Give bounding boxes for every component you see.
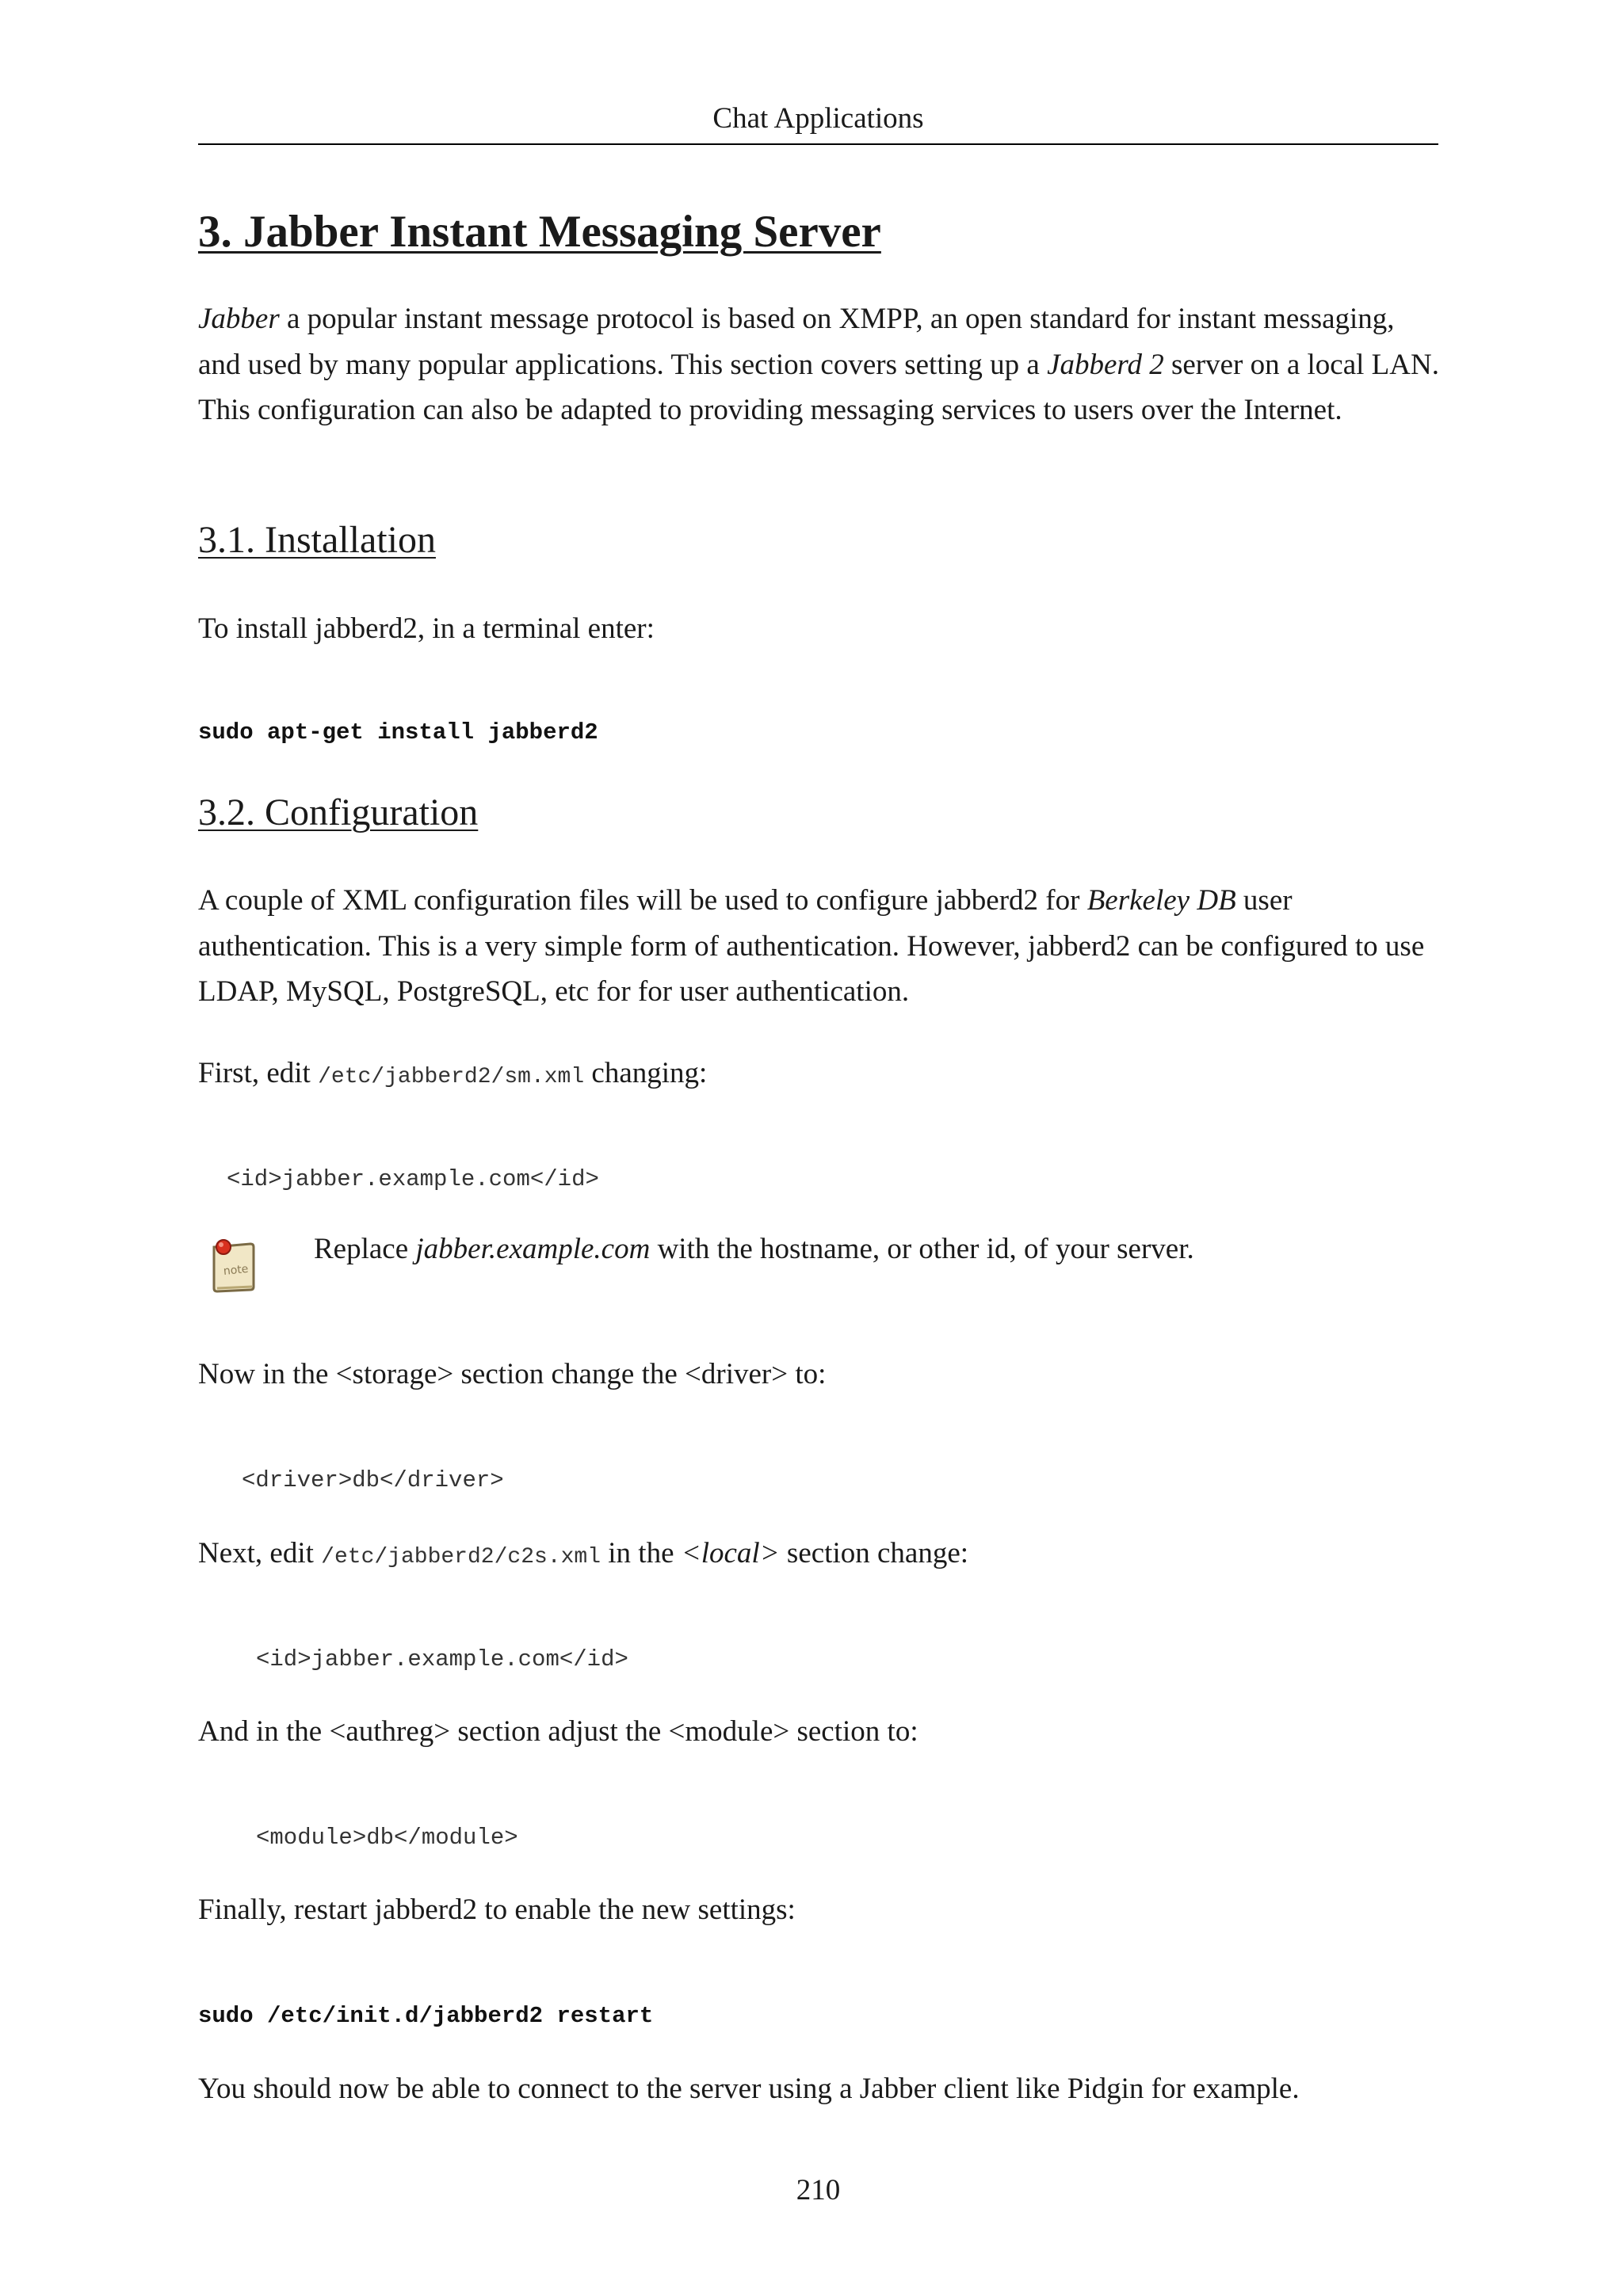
configuration-heading: 3.2. Configuration	[198, 791, 479, 833]
config-text-b: user authentication. This is a very simple form of authentication. However, jabberd2 can be configured to use LDAP, MySQL, PostgreSQL, etc for for user authentication.	[198, 884, 1425, 1008]
next-edit-instruction	[198, 1531, 1442, 1581]
restart-instruction: Finally, restart jabberd2 to enable the new settings:	[198, 1894, 796, 1926]
next-edit-prefix: Next, edit	[198, 1537, 322, 1569]
restart-instruction-block	[198, 1887, 1442, 1933]
c2s-xml-filename: /etc/jabberd2/c2s.xml	[321, 1545, 601, 1569]
configuration-paragraph-block	[198, 878, 1442, 1015]
note-prefix: Replace	[314, 1233, 416, 1265]
installation-instruction-block	[198, 606, 1442, 652]
term-local-section: <local>	[681, 1537, 780, 1569]
installation-heading: 3.1. Installation	[198, 519, 436, 561]
sm-xml-filename: /etc/jabberd2/sm.xml	[318, 1065, 585, 1089]
chapter-title: 3. Jabber Instant Messaging Server	[198, 207, 881, 257]
note-icon	[208, 1236, 258, 1295]
installation-heading-block	[198, 517, 436, 564]
note-text	[314, 1226, 1194, 1272]
term-jabberd2: Jabberd 2	[1047, 348, 1164, 381]
first-edit-instruction	[198, 1051, 1442, 1100]
storage-instruction-block	[198, 1352, 1442, 1398]
chapter-heading-block	[198, 204, 881, 260]
installation-instruction: To install jabberd2, in a terminal enter:	[198, 612, 655, 645]
first-edit-suffix: changing:	[584, 1057, 708, 1089]
page-number: 210	[796, 2174, 841, 2206]
running-header: Chat Applications	[712, 102, 924, 135]
header-rule	[198, 143, 1438, 145]
authreg-instruction-block	[198, 1709, 1442, 1755]
driver-code-block	[242, 1465, 504, 1497]
sm-id-code: <id>jabber.example.com</id>	[227, 1166, 599, 1192]
intro-paragraph	[198, 296, 1442, 433]
first-edit-prefix: First, edit	[198, 1057, 319, 1089]
closing-block	[198, 2066, 1442, 2112]
install-command-block	[198, 717, 598, 749]
note-suffix: with the hostname, or other id, of your server.	[650, 1233, 1194, 1265]
configuration-heading-block	[198, 789, 478, 837]
first-edit-block	[198, 1051, 1442, 1100]
next-edit-suffix: section change:	[779, 1537, 969, 1569]
storage-instruction: Now in the <storage> section change the <driver> to:	[198, 1358, 827, 1390]
term-berkeley-db: Berkeley DB	[1086, 884, 1236, 917]
intro-block	[198, 296, 1442, 433]
restart-command: sudo /etc/init.d/jabberd2 restart	[198, 2003, 654, 2029]
closing-paragraph: You should now be able to connect to the server using a Jabber client like Pidgin for example.	[198, 2073, 1300, 2105]
sm-id-code-block	[227, 1164, 599, 1196]
next-edit-middle: in the	[601, 1537, 682, 1569]
term-jabber: Jabber	[198, 303, 280, 335]
driver-code: <driver>db</driver>	[242, 1467, 504, 1493]
module-code: <module>db</module>	[256, 1825, 518, 1851]
svg-text:note: note	[223, 1262, 250, 1279]
config-text-a: A couple of XML configuration files will be used to configure jabberd2 for	[198, 884, 1087, 917]
c2s-id-code-block	[256, 1644, 628, 1676]
restart-command-block	[198, 2000, 653, 2032]
module-code-block	[256, 1822, 518, 1854]
configuration-paragraph	[198, 878, 1442, 1015]
next-edit-block	[198, 1531, 1442, 1581]
c2s-id-code: <id>jabber.example.com</id>	[256, 1646, 628, 1672]
term-hostname-example: jabber.example.com	[415, 1233, 651, 1265]
authreg-instruction: And in the <authreg> section adjust the <module> section to:	[198, 1715, 918, 1748]
intro-text-2: server on a local LAN. This configuration can also be adapted to providing messaging services to users over the Internet.	[198, 348, 1439, 426]
intro-text-1: a popular instant message protocol is based on XMPP, an open standard for instant messaging, and used by many popular applications. This section covers setting up a	[198, 303, 1395, 381]
install-command: sudo apt-get install jabberd2	[198, 719, 598, 746]
